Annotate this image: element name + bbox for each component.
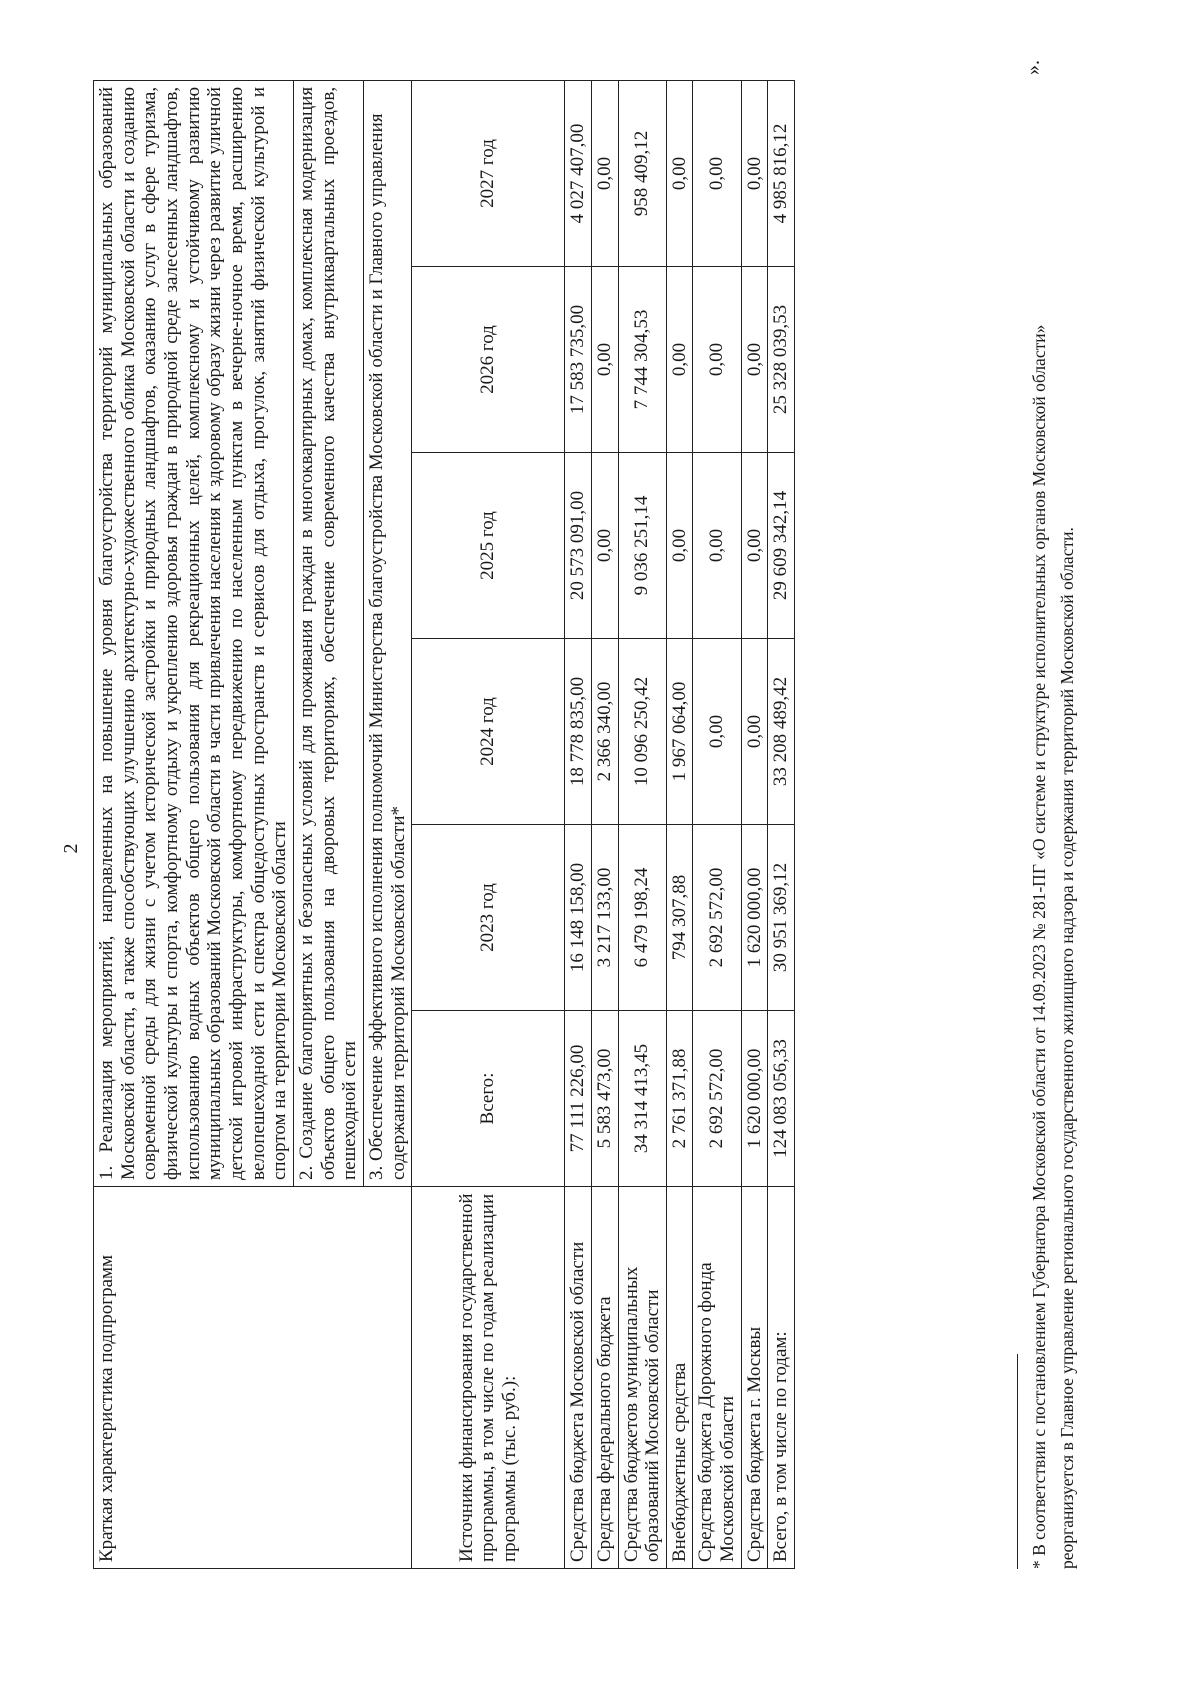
column-2024: 2024 год (412, 639, 565, 825)
finance-header-row (412, 80, 565, 1568)
cell-2025: 0,00 (666, 453, 693, 639)
cell-2023: 1 620 000,00 (741, 825, 768, 1011)
cell-total: 2 692 572,00 (693, 1011, 741, 1187)
footnote-separator (1017, 1354, 1018, 1569)
row-label: Средства федерального бюджета (591, 1187, 618, 1569)
cell-2024: 33 208 489,42 (768, 639, 795, 825)
cell-total: 124 083 056,33 (768, 1011, 795, 1187)
cell-2026: 7 744 304,53 (618, 267, 666, 453)
footnote-line-1: * В соответствии с постановлением Губернатора Московской области от 14.09.2023 № 281-ПГ «О системе и структуре исполнительных органов Московской области» (1029, 324, 1049, 1569)
cell-2023: 30 951 369,12 (768, 825, 795, 1011)
cell-2026: 25 328 039,53 (768, 267, 795, 453)
cell-2027: 0,00 (591, 80, 618, 266)
row-label: Внебюджетные средства (666, 1187, 693, 1569)
closing-quote-mark: ». (1022, 60, 1044, 75)
cell-total: 1 620 000,00 (741, 1011, 768, 1187)
table-row (666, 80, 693, 1568)
table-row (693, 80, 741, 1568)
cell-2026: 0,00 (591, 267, 618, 453)
cell-2023: 3 217 133,00 (591, 825, 618, 1011)
cell-2026: 0,00 (693, 267, 741, 453)
column-total: Всего: (412, 1011, 565, 1187)
cell-2027: 958 409,12 (618, 80, 666, 266)
cell-2025: 9 036 251,14 (618, 453, 666, 639)
cell-2027: 0,00 (666, 80, 693, 266)
cell-2023: 6 479 198,24 (618, 825, 666, 1011)
row-label: Средства бюджетов муниципальных образований Московской области (618, 1187, 666, 1569)
row-label: Средства бюджета г. Москвы (741, 1187, 768, 1569)
row-label: Всего, в том числе по годам: (768, 1187, 795, 1569)
table-row (741, 80, 768, 1568)
column-2023: 2023 год (412, 825, 565, 1011)
brief-item-3: 3. Обеспечение эффективного исполнения полномочий Министерства благоустройства Московской области и Главного управления содержания территорий Московской области* (363, 80, 411, 1186)
cell-2025: 20 573 091,00 (565, 453, 592, 639)
brief-row-1 (94, 80, 294, 1568)
row-label: Средства бюджета Московской области (565, 1187, 592, 1569)
cell-2027: 0,00 (741, 80, 768, 266)
table-row (591, 80, 618, 1568)
table-row-total (768, 80, 795, 1568)
footnote (1025, 69, 1081, 1569)
cell-2023: 794 307,88 (666, 825, 693, 1011)
cell-2025: 0,00 (741, 453, 768, 639)
table-row (565, 80, 592, 1568)
cell-2023: 16 148 158,00 (565, 825, 592, 1011)
cell-2024: 0,00 (693, 639, 741, 825)
cell-2026: 0,00 (741, 267, 768, 453)
cell-2025: 29 609 342,14 (768, 453, 795, 639)
finance-header-label: Источники финансирования государственной программы, в том числе по годам реализации программы (тыс. руб.): (412, 1187, 565, 1569)
column-2026: 2026 год (412, 267, 565, 453)
row-label: Средства бюджета Дорожного фонда Московской области (693, 1187, 741, 1569)
cell-2025: 0,00 (591, 453, 618, 639)
column-2027: 2027 год (412, 80, 565, 266)
brief-item-1: 1. Реализация мероприятий, направленных на повышение уровня благоустройства территорий муниципальных образований Московской области, а также способствующих улучшению архитектурно-художественного облика Московской области и созданию современной среды для жизни с учетом исторической застройки и природных ландшафтов, оказанию услуг в сфере туризма, физической культуры и спорта, комфортному отдыху и укреплению здоровья граждан в природной среде залесенных ландшафтов, использованию водных объектов общего пользования для рекреационных целей, комплексному и устойчивому развитию муниципальных образований Московской области в части привлечения населения к здоровому образу жизни через развитие уличной детской игровой инфраструктуры, комфортному передвижению по населенным пунктам в вечерне-ночное время, расширению велопешеходной сети и спектра общедоступных пространств и сервисов для отдыха, прогулок, занятий физической культурой и спортом на территории Московской области (94, 80, 294, 1186)
program-passport-table (93, 80, 795, 1569)
cell-2027: 4 027 407,00 (565, 80, 592, 266)
column-2025: 2025 год (412, 453, 565, 639)
cell-2027: 4 985 816,12 (768, 80, 795, 266)
cell-2023: 2 692 572,00 (693, 825, 741, 1011)
table-row (618, 80, 666, 1568)
page-number: 2 (60, 843, 82, 854)
cell-total: 34 314 413,45 (618, 1011, 666, 1187)
cell-2027: 0,00 (693, 80, 741, 266)
cell-2024: 0,00 (741, 639, 768, 825)
footnote-line-2: реорганизуется в Главное управление регионального государственного жилищного надзора и содержания территорий Московской области. (1057, 527, 1077, 1569)
cell-2024: 18 778 835,00 (565, 639, 592, 825)
cell-total: 77 111 226,00 (565, 1011, 592, 1187)
cell-2026: 0,00 (666, 267, 693, 453)
cell-total: 5 583 473,00 (591, 1011, 618, 1187)
cell-2024: 1 967 064,00 (666, 639, 693, 825)
cell-2026: 17 583 735,00 (565, 267, 592, 453)
cell-2025: 0,00 (693, 453, 741, 639)
cell-2024: 10 096 250,42 (618, 639, 666, 825)
brief-item-2: 2. Создание благоприятных и безопасных условий для проживания граждан в многоквартирных домах, комплексная модернизация объектов общего пользования на дворовых территориях, обеспечение современного качества внутриквартальных проездов, пешеходной сети (293, 80, 363, 1186)
cell-total: 2 761 371,88 (666, 1011, 693, 1187)
brief-label: Краткая характеристика подпрограмм (94, 1187, 412, 1569)
cell-2024: 2 366 340,00 (591, 639, 618, 825)
